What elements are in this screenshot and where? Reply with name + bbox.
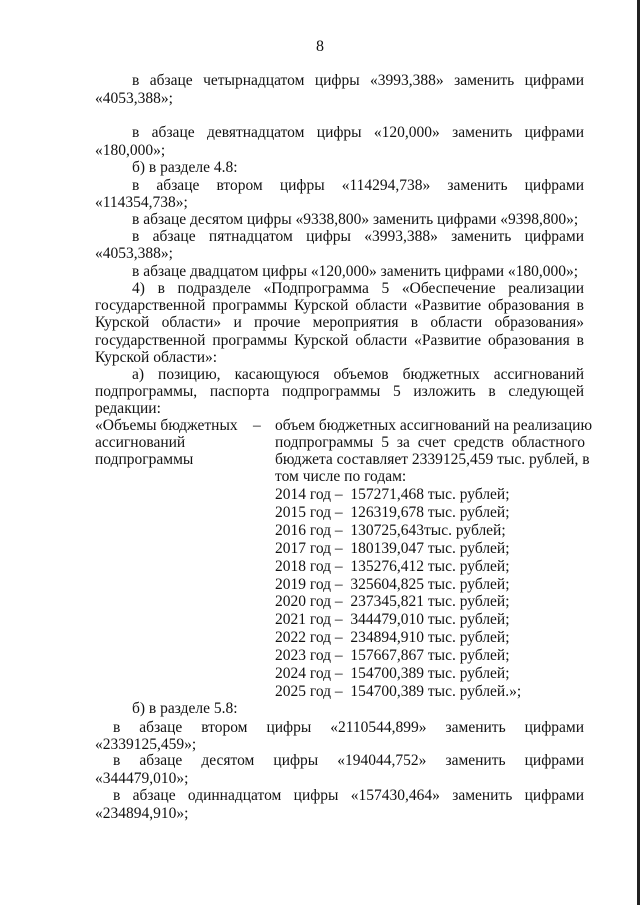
year-amount-line: 2015 год – 126319,678 тыс. рублей; <box>275 504 510 521</box>
table-label-line: «Объемы бюджетных <box>95 417 238 434</box>
paragraph-line: редакции: <box>95 400 161 417</box>
year-amount-line: 2014 год – 157271,468 тыс. рублей; <box>275 486 510 503</box>
paragraph-line: в абзаце девятнадцатом цифры «120,000» заменить цифрами <box>132 124 584 141</box>
year-amount-line: 2018 год – 135276,412 тыс. рублей; <box>275 558 510 575</box>
year-amount-line: 2025 год – 154700,389 тыс. рублей.»; <box>275 683 522 700</box>
year-amount-line: 2023 год – 157667,867 тыс. рублей; <box>275 647 510 664</box>
table-value-line: объем бюджетных ассигнований на реализацию <box>275 417 593 434</box>
table-label-line: ассигнований <box>95 434 186 451</box>
paragraph-line: б) в разделе 4.8: <box>132 159 238 176</box>
paragraph-line: 4) в подразделе «Подпрограмма 5 «Обеспечение реализации <box>132 280 584 297</box>
paragraph-line: «180,000»; <box>95 142 166 159</box>
paragraph-line: «4053,388»; <box>95 245 173 262</box>
paragraph-line: в абзаце втором цифры «114294,738» заменить цифрами <box>132 177 584 194</box>
year-amount-line: 2019 год – 325604,825 тыс. рублей; <box>275 576 510 593</box>
year-amount-line: 2021 год – 344479,010 тыс. рублей; <box>275 611 510 628</box>
paragraph-line: «234894,910»; <box>95 805 189 822</box>
paragraph-line: государственной программы Курской области «Развитие образования в <box>95 332 584 349</box>
paragraph-line: а) позицию, касающуюся объемов бюджетных ассигнований <box>132 366 584 383</box>
paragraph-line: «4053,388»; <box>95 90 173 107</box>
table-label-line: подпрограммы <box>95 451 194 468</box>
year-amount-line: 2020 год – 237345,821 тыс. рублей; <box>275 593 510 610</box>
paragraph-line: в абзаце десятом цифры «194044,752» заменить цифрами <box>113 752 584 769</box>
table-value-line: бюджета составляет 2339125,459 тыс. рублей, в <box>275 451 590 468</box>
table-value-line: подпрограммы 5 за счет средств областного <box>275 434 585 451</box>
paragraph-line: в абзаце втором цифры «2110544,899» заменить цифрами <box>113 719 584 736</box>
paragraph-line: «2339125,459»; <box>95 736 197 753</box>
year-amount-line: 2022 год – 234894,910 тыс. рублей; <box>275 629 510 646</box>
table-value-line: том числе по годам: <box>275 468 407 485</box>
paragraph-line: «114354,738»; <box>95 194 188 211</box>
paragraph-line: в абзаце десятом цифры «9338,800» заменить цифрами «9398,800»; <box>132 211 579 228</box>
paragraph-line: подпрограммы, паспорта подпрограммы 5 изложить в следующей <box>95 383 584 400</box>
paragraph-line: государственной программы Курской области «Развитие образования в <box>95 297 584 314</box>
table-dash: – <box>253 417 261 434</box>
year-amount-line: 2024 год – 154700,389 тыс. рублей; <box>275 665 510 682</box>
paragraph-line: «344479,010»; <box>95 770 189 787</box>
paragraph-line: б) в разделе 5.8: <box>132 700 238 717</box>
paragraph-line: в абзаце пятнадцатом цифры «3993,388» заменить цифрами <box>132 228 584 245</box>
paragraph-line: Курской области» и прочие мероприятия в области образования» <box>95 314 584 331</box>
paragraph-line: в абзаце двадцатом цифры «120,000» заменить цифрами «180,000»; <box>132 263 579 280</box>
year-amount-line: 2017 год – 180139,047 тыс. рублей; <box>275 540 510 557</box>
year-amount-line: 2016 год – 130725,643тыс. рублей; <box>275 522 506 539</box>
paragraph-line: в абзаце четырнадцатом цифры «3993,388» заменить цифрами <box>132 72 584 89</box>
paragraph-line: Курской области»: <box>95 349 218 366</box>
paragraph-line: в абзаце одиннадцатом цифры «157430,464» заменить цифрами <box>113 787 584 804</box>
page-number: 8 <box>316 38 324 55</box>
